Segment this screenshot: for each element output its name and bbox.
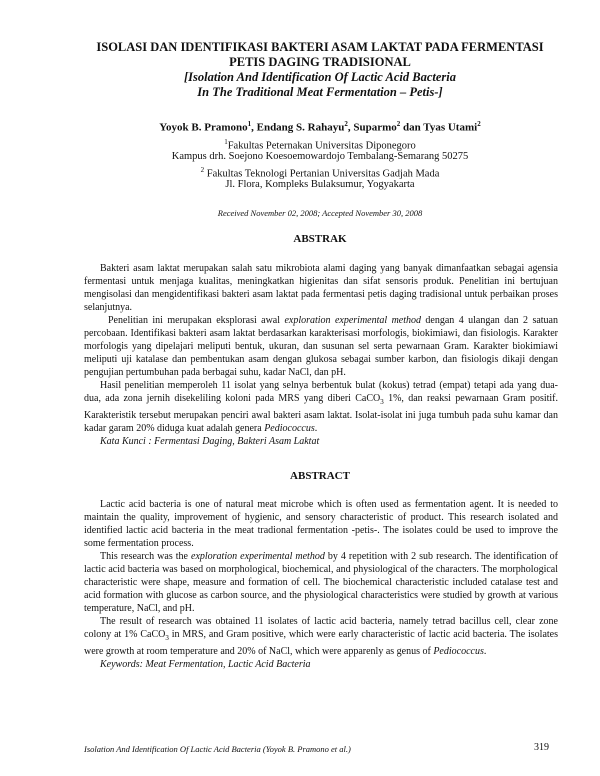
abstrak-paragraph-2 bbox=[84, 314, 558, 379]
title-id-line2: PETIS DAGING TRADISIONAL bbox=[229, 55, 411, 69]
abstract-p3-sub: 3 bbox=[165, 634, 169, 642]
title-indonesian bbox=[80, 40, 560, 70]
author-2: Endang S. Rahayu bbox=[256, 121, 345, 134]
abstrak-paragraph-1: Bakteri asam laktat merupakan salah satu mikrobiota alami daging yang banyak dimanfaatkan sebagai agensia fermentasi untuk menjaga kualitas, meningkatkan higienitas dan sifat sensoris produk. Penelitian ini bertujuan mengisolasi dan mengidentifikasi bakteri asam laktat pada fermentasi petis daging tradisional untuk perbaikan proses selanjutnya. bbox=[84, 263, 558, 313]
abstrak-body bbox=[84, 262, 558, 448]
author-1-sup: 1 bbox=[247, 120, 252, 128]
aff2-name: Fakultas Teknologi Pertanian Universitas Gadjah Mada bbox=[204, 168, 440, 180]
abstrak-p2-text-a: Penelitian ini merupakan eksplorasi awal bbox=[108, 315, 285, 326]
title-id-line1: ISOLASI DAN IDENTIFIKASI BAKTERI ASAM LAKTAT PADA FERMENTASI bbox=[96, 40, 544, 54]
abstrak-p3-text-c: . bbox=[314, 423, 318, 434]
author-4: dan Tyas Utami bbox=[400, 121, 478, 134]
abstract-keywords: Keywords: Meat Fermentation, Lactic Acid Bacteria bbox=[100, 659, 311, 670]
abstrak-heading: ABSTRAK bbox=[293, 233, 347, 245]
aff1-sup: 1 bbox=[224, 138, 228, 146]
abstract-p2-text-b: by 4 repetition with 2 sub research. The identification of lactic acid bacteria was based on morphological, biochemical, and physiological of the characters. The morphological characteristic were shape, measure and formation of cell. The biochemical characteristic included catalase test and acid formation with glucose as carbon source, and the physiological characteristics were studied by growth at various temperature, NaCl, and pH. bbox=[84, 551, 558, 614]
abstract-body bbox=[84, 498, 558, 671]
abstract-p3-text-b: in MRS, and Gram positive, which were early characteristic of lactic acid bacteria. The isolates were growth at room temperature and 20% of NaCl, which were apparenly as genus of bbox=[84, 629, 559, 657]
author-1: Yoyok B. Pramono bbox=[159, 121, 248, 134]
abstract-heading: ABSTRACT bbox=[290, 470, 350, 482]
abstract-p3-genus: Pediococcus bbox=[433, 646, 484, 657]
title-english bbox=[80, 70, 560, 100]
author-sep: , bbox=[251, 121, 257, 134]
abstract-paragraph-2 bbox=[84, 550, 558, 615]
title-en-line2: In The Traditional Meat Fermentation – Petis-] bbox=[197, 85, 443, 99]
abstrak-keywords: Kata Kunci : Fermentasi Daging, Bakteri Asam Laktat bbox=[100, 436, 320, 447]
author-4-sup: 2 bbox=[477, 120, 481, 128]
abstrak-p3-text-a: Hasil penelitian memperoleh 11 isolat yang selnya berbentuk bulat (kokus) tetrad (empat) tetapi ada yang dua-dua, ada zona jernih disekeliling koloni pada MRS yang diberi CaCO bbox=[84, 380, 558, 404]
aff2-sup: 2 bbox=[200, 166, 205, 174]
abstract-paragraph-1: Lactic acid bacteria is one of natural meat microbe which is often used as fermentation agent. It is needed to maintain the quality, improvement of hygienic, and sensory characteristic of product. This research isolated and identified lactic acid bacteria in the meat tradional fermentation -petis-. The isolates could be used to improve the some fermentation process. bbox=[84, 499, 558, 549]
affiliation-2-address: Jl. Flora, Kompleks Bulaksumur, Yogyakarta bbox=[225, 179, 415, 190]
author-sep: , bbox=[347, 121, 354, 134]
author-list bbox=[60, 120, 580, 134]
abstract-p2-text-a: This research was the bbox=[100, 551, 191, 562]
abstrak-paragraph-3 bbox=[84, 379, 558, 435]
abstract-paragraph-3 bbox=[84, 615, 558, 658]
author-3-sup: 2 bbox=[396, 120, 401, 128]
running-title: Isolation And Identification Of Lactic Acid Bacteria (Yoyok B. Pramono et al.) bbox=[84, 744, 351, 754]
abstract-p2-method: exploration experimental method bbox=[191, 551, 325, 562]
abstrak-p3-sub: 3 bbox=[380, 398, 384, 406]
author-3: Suparmo bbox=[353, 121, 397, 134]
abstrak-p3-text-b: 1%, dan reaksi pewarnaan Gram positif. Karakteristik tersebut merupakan penciri awal bakteri asam laktat. Isolat-isolat ini juga tumbuh pada suhu kamar dan kadar garam 20% diduga kuat adalah genera bbox=[84, 393, 558, 434]
abstrak-p2-method: exploration experimental method bbox=[284, 315, 422, 326]
affiliation-1-address: Kampus drh. Soejono Koesoemowardojo Tembalang-Semarang 50275 bbox=[171, 151, 469, 162]
page-number: 319 bbox=[534, 742, 549, 753]
received-date: Received November 02, 2008; Accepted November 30, 2008 bbox=[217, 208, 423, 218]
abstract-p3-text-a: The result of research was obtained 11 isolates of lactic acid bacteria, namely tetrad bacillus cell, clear zone colony at 1% CaCO bbox=[84, 616, 558, 640]
abstrak-p3-genus: Pediococcus bbox=[264, 423, 315, 434]
abstrak-p2-text-b: dengan 4 ulangan dan 2 satuan percobaan. Identifikasi bakteri asam laktat berdasarkan karakterisasi morfologis, biokimiawi, dan fisiologis. Karakter morfologis yang dipelajari meliputi bentuk, ukuran, dan susunan sel serta pewarnaan Gram. Karakter biokimiawi meliputi uji katalase dan pembentukan asam dengan glukosa sebagai sumber karbon, dan fisiologis dikaji dengan pengujian pertumbuhan pada berbagai suhu, kadar NaCl, dan pH. bbox=[84, 315, 558, 378]
aff1-name: Fakultas Peternakan Universitas Diponegoro bbox=[227, 140, 416, 152]
title-en-line1: [Isolation And Identification Of Lactic Acid Bacteria bbox=[184, 70, 456, 84]
abstract-p3-text-c: . bbox=[483, 646, 487, 657]
author-2-sup: 2 bbox=[344, 120, 348, 128]
